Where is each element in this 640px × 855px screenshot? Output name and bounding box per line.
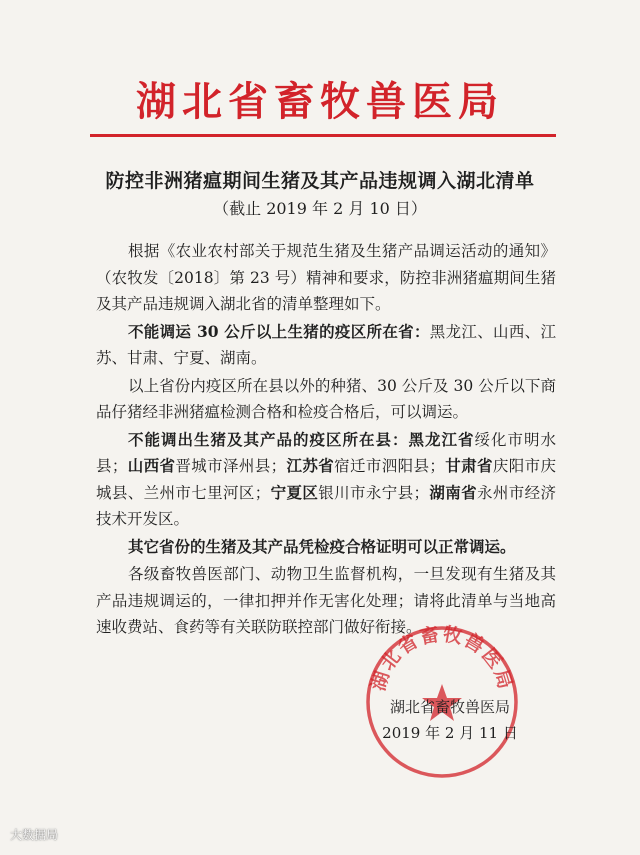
letterhead-title: 湖北省畜牧兽医局: [136, 79, 504, 125]
body-paragraph: [96, 319, 556, 372]
paragraph-text: 黑龙江、山西、江苏、甘肃、宁夏、湖南。: [96, 322, 556, 367]
paragraph-text: 银川市永宁县；: [318, 483, 429, 502]
paragraph-text: 绥化市明水县；: [96, 430, 556, 475]
document-body: [96, 238, 556, 641]
paragraph-text: 庆阳市庆城县、兰州市七里河区；: [96, 457, 556, 502]
emphasis-text: 不能调运 30 公斤以上生猪的疫区所在省：: [128, 321, 430, 341]
emphasis-text: 江苏省: [286, 456, 335, 475]
document-title: 防控非洲猪瘟期间生猪及其产品违规调入湖北清单: [105, 170, 535, 192]
emphasis-text: 宁夏区: [270, 482, 319, 502]
emphasis-text: 湖南省: [428, 482, 477, 502]
body-paragraph: [96, 427, 556, 533]
paragraph-text: 以上省份内疫区所在县以外的种猪、30 公斤及 30 公斤以下商品仔猪经非洲猪瘟检测合格和检疫合格后，可以调运。: [96, 376, 556, 421]
emphasis-text: 不能调出生猪及其产品的疫区所在县：: [128, 429, 409, 449]
watermark-logo: 大数据局: [10, 828, 59, 842]
body-paragraph: [96, 373, 556, 426]
paragraph-text: 根据《农业农村部关于规范生猪及生猪产品调运活动的通知》（农牧发〔2018〕第 23 号）精神和要求，防控非洲猪瘟期间生猪及其产品违规调入湖北省的清单整理如下。: [96, 242, 556, 313]
emphasis-text: 甘肃省: [444, 456, 493, 475]
paragraph-text: 永州市经济技术开发区。: [96, 483, 556, 528]
paragraph-text: 晋城市泽州县；: [175, 457, 287, 475]
body-paragraph: [96, 238, 556, 318]
body-paragraph: [96, 534, 556, 561]
paragraph-text: 各级畜牧兽医部门、动物卫生监督机构，一旦发现有生猪及其产品违规调运的，一律扣押并作无害化处理；请将此清单与当地高速收费站、食药等有关联防联控部门做好衔接。: [96, 565, 556, 636]
document-subtitle: （截止 2019 年 2 月 10 日）: [213, 199, 427, 218]
emphasis-text: 山西省: [127, 456, 176, 475]
letterhead-rule: [90, 134, 556, 137]
emphasis-text: 其它省份的生猪及其产品凭检疫合格证明可以正常调运。: [128, 536, 516, 556]
signature-block: [370, 694, 530, 746]
signature-org: 湖北省畜牧兽医局: [389, 698, 510, 716]
svg-text:湖北省畜牧兽医局: 湖北省畜牧兽医局: [367, 623, 517, 694]
signature-date: 2019 年 2 月 11 日: [382, 724, 518, 742]
paragraph-text: 宿迁市泗阳县；: [334, 457, 445, 475]
emphasis-text: 黑龙江省: [408, 429, 475, 449]
